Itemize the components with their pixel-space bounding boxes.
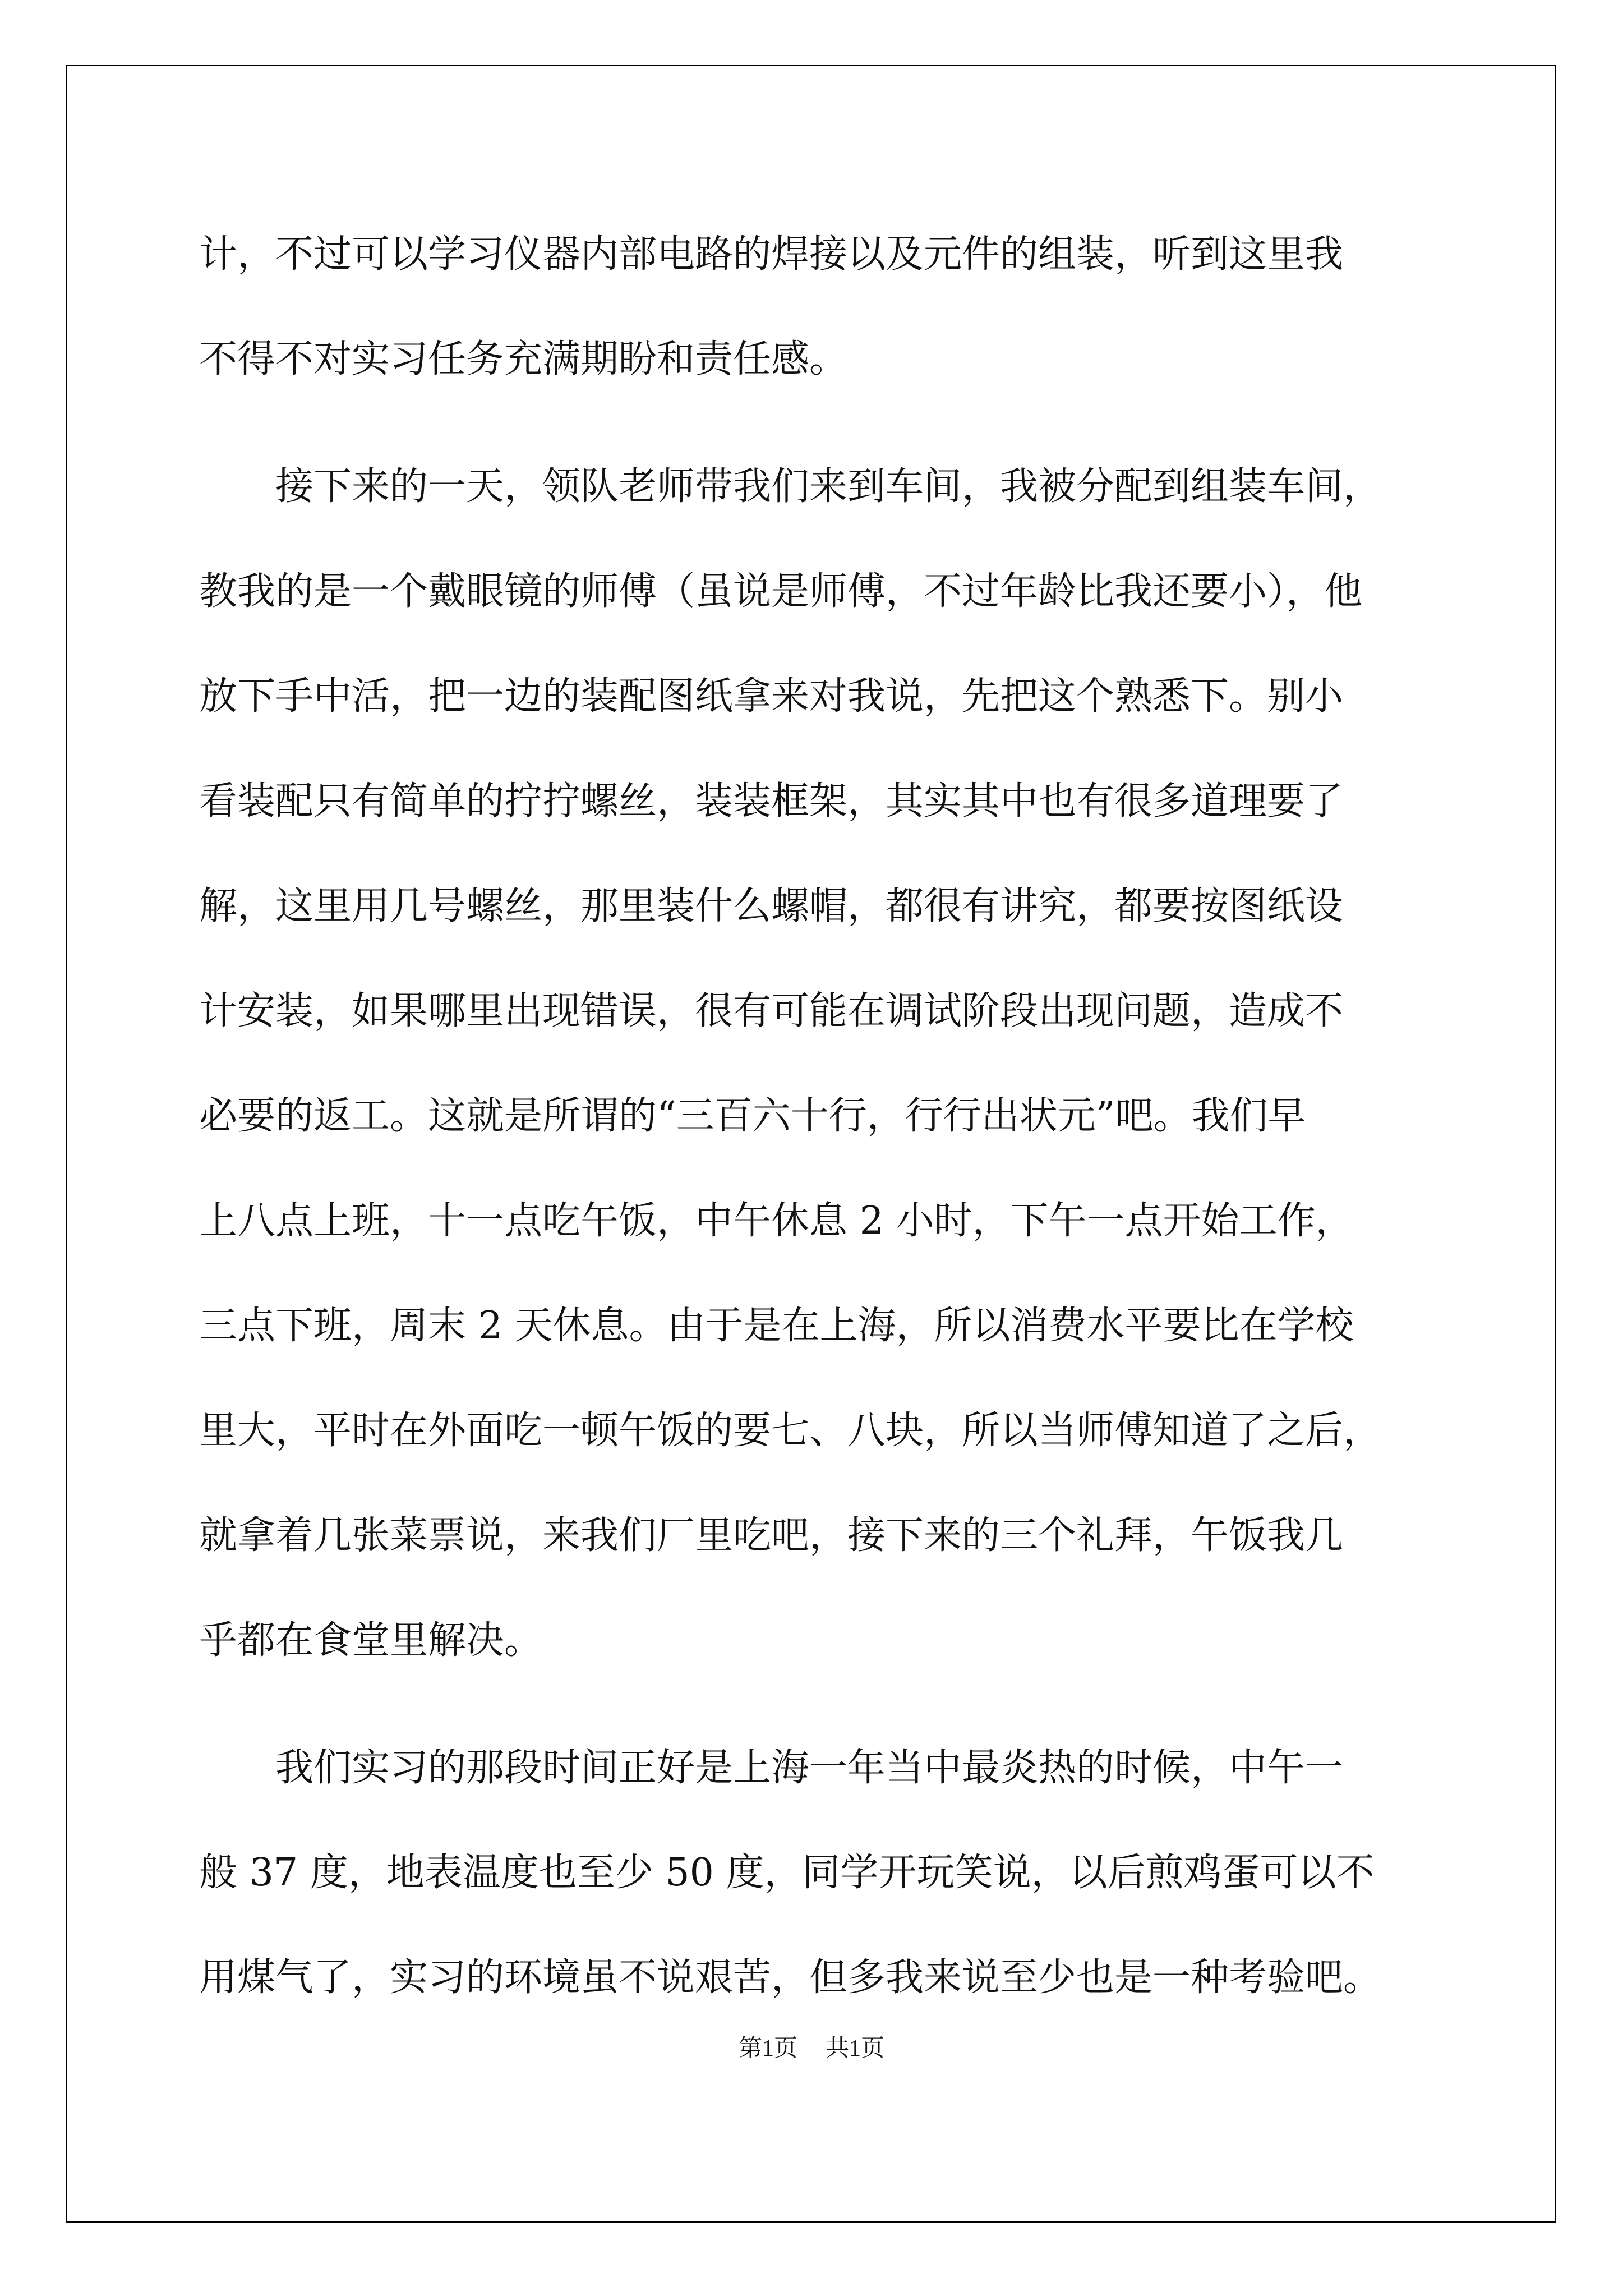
text-line: 计，不过可以学习仪器内部电路的焊接以及元件的组装，听到这里我 <box>199 232 1344 277</box>
text-line: 里大，平时在外面吃一顿午饭的要七、八块，所以当师傅知道了之后， <box>199 1409 1382 1453</box>
document-body <box>199 202 1427 2030</box>
text-line: 计安装，如果哪里出现错误，很有可能在调试阶段出现问题，造成不 <box>199 989 1344 1033</box>
paragraph-gap <box>199 1693 1427 1715</box>
text-line: 解，这里用几号螺丝，那里装什么螺帽，都很有讲究，都要按图纸设 <box>199 884 1344 928</box>
text-line: 接下来的一天，领队老师带我们来到车间，我被分配到组装车间， <box>199 464 1382 509</box>
text-line: 三点下班，周末 2 天休息。由于是在上海，所以消费水平要比在学校 <box>199 1304 1354 1348</box>
text-line: 用煤气了，实习的环境虽不说艰苦，但多我来说至少也是一种考验吧。 <box>199 1955 1382 2000</box>
paragraph-gap <box>199 412 1427 434</box>
text-line: 就拿着几张菜票说，来我们厂里吃吧，接下来的三个礼拜，午饭我几 <box>199 1513 1344 1558</box>
text-line: 般 37 度，地表温度也至少 50 度，同学开玩笑说，以后煎鸡蛋可以不 <box>199 1851 1375 1895</box>
text-line: 不得不对实习任务充满期盼和责任感。 <box>199 337 848 381</box>
page-number-current: 第1页 <box>738 2036 797 2062</box>
text-line: 上八点上班，十一点吃午饭，中午休息 2 小时，下午一点开始工作， <box>199 1199 1354 1243</box>
page-footer <box>0 2030 1623 2063</box>
text-line: 教我的是一个戴眼镜的师傅（虽说是师傅，不过年龄比我还要小），他 <box>199 569 1363 614</box>
text-line: 必要的返工。这就是所谓的“三百六十行，行行出状元”吧。我们早 <box>199 1094 1306 1138</box>
text-line: 乎都在食堂里解决。 <box>199 1618 543 1663</box>
text-line: 放下手中活，把一边的装配图纸拿来对我说，先把这个熟悉下。别小 <box>199 674 1344 719</box>
page-number-total: 共1页 <box>826 2036 885 2062</box>
text-line: 看装配只有简单的拧拧螺丝，装装框架，其实其中也有很多道理要了 <box>199 779 1344 823</box>
text-line: 我们实习的那段时间正好是上海一年当中最炎热的时候，中午一 <box>199 1746 1344 1790</box>
